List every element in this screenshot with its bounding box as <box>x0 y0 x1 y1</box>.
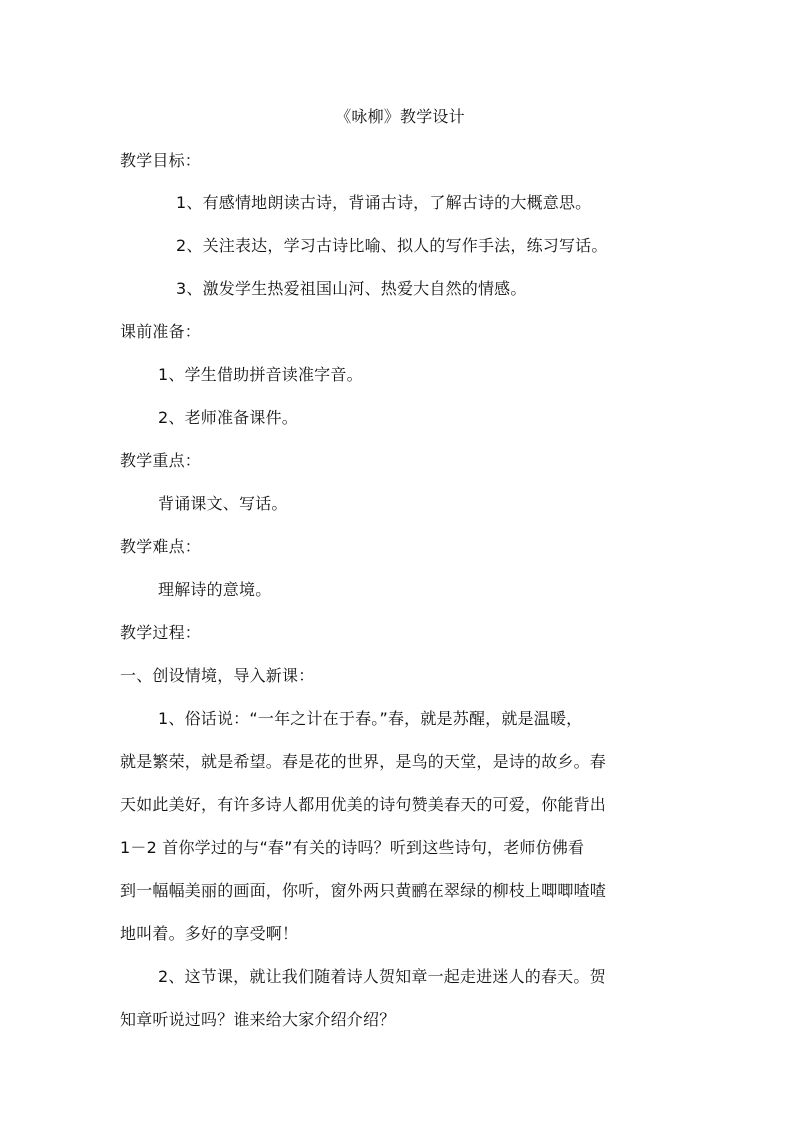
preparation-item-1: 1、学生借助拼音读准字音。 <box>158 365 363 384</box>
para1-line-3: 天如此美好，有许多诗人都用优美的诗句赞美春天的可爱，你能背出 <box>120 795 607 814</box>
para1-line-1: 1、俗话说：“一年之计在于春。”春，就是苏醒，就是温暖， <box>158 709 583 728</box>
para1-line-5: 到一幅幅美丽的画面，你听，窗外两只黄鹂在翠绿的柳枝上唧唧喳喳 <box>120 881 607 900</box>
process-heading: 教学过程： <box>120 623 202 642</box>
objective-item-2: 2、关注表达，学习古诗比喻、拟人的写作手法，练习写话。 <box>176 236 608 255</box>
difficulties-heading: 教学难点： <box>120 537 202 556</box>
para2-line-2: 知章听说过吗？谁来给大家介绍介绍？ <box>120 1010 396 1029</box>
difficulties-text: 理解诗的意境。 <box>158 580 272 599</box>
objective-item-3: 3、激发学生热爱祖国山河、热爱大自然的情感。 <box>176 279 527 298</box>
key-points-text: 背诵课文、写话。 <box>158 494 288 513</box>
para1-line-4: 1－2 首你学过的与“春”有关的诗吗？听到这些诗句，老师仿佛看 <box>120 838 585 857</box>
section1-heading: 一、创设情境，导入新课： <box>120 666 315 685</box>
preparation-heading: 课前准备： <box>120 322 202 341</box>
document-title: 《咏柳》教学设计 <box>335 107 465 126</box>
preparation-item-2: 2、老师准备课件。 <box>158 408 298 427</box>
para2-line-1: 2、这节课，就让我们随着诗人贺知章一起走进迷人的春天。贺 <box>158 967 606 986</box>
objective-item-1: 1、有感情地朗读古诗，背诵古诗，了解古诗的大概意思。 <box>176 193 592 212</box>
para1-line-6: 地叫着。多好的享受啊！ <box>120 924 299 943</box>
key-points-heading: 教学重点： <box>120 451 202 470</box>
objectives-heading: 教学目标： <box>120 151 202 170</box>
para1-line-2: 就是繁荣，就是希望。春是花的世界，是鸟的天堂，是诗的故乡。春 <box>120 752 607 771</box>
